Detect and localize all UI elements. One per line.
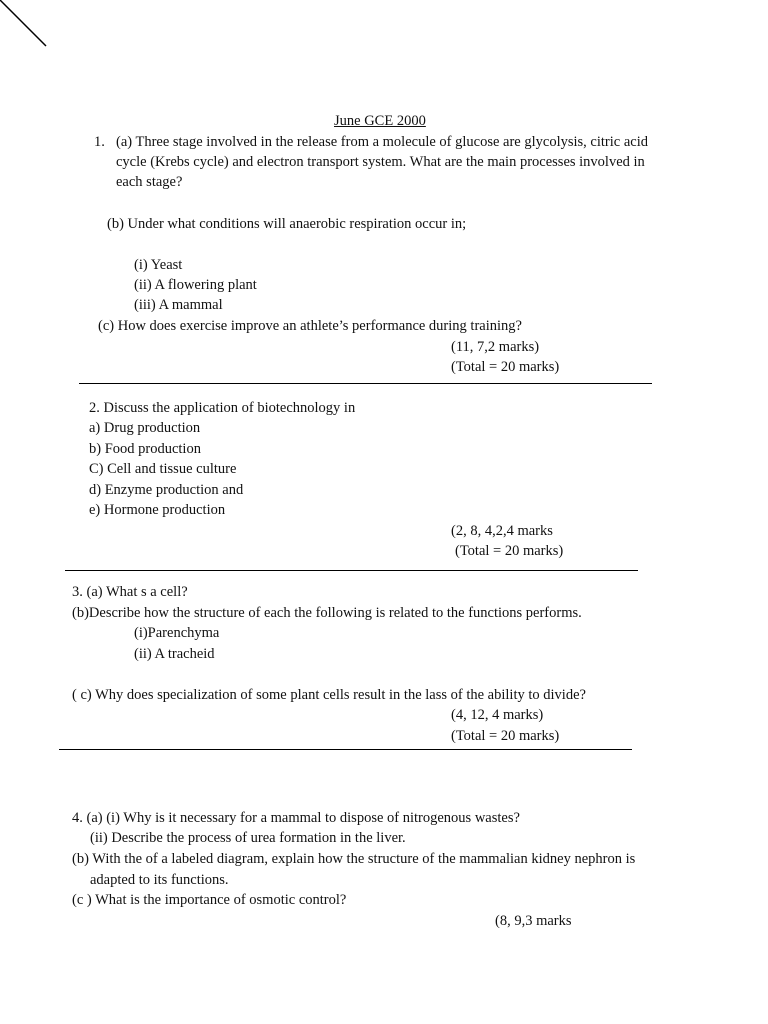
q4-b-line-2: adapted to its functions. (90, 872, 229, 888)
q4-b-line-1: (b) With the of a labeled diagram, explain how the structure of the mammalian kidney nephron is (72, 851, 636, 867)
q2-total: (Total = 20 marks) (455, 543, 564, 559)
q2-marks: (2, 8, 4,2,4 marks (451, 523, 553, 539)
q2-item-cell-culture: C) Cell and tissue culture (89, 461, 237, 477)
q1-a-line-1: (a) Three stage involved in the release from a molecule of glucose are glycolysis, citric acid (116, 134, 648, 150)
q2-item-food: b) Food production (89, 441, 201, 457)
q3-marks: (4, 12, 4 marks) (451, 707, 544, 723)
q3-b-item-parenchyma: (i)Parenchyma (134, 625, 220, 641)
q1-marks: (11, 7,2 marks) (451, 339, 540, 355)
q2-item-drug: a) Drug production (89, 420, 201, 436)
q3-b: (b)Describe how the structure of each the following is related to the functions performs. (72, 605, 582, 621)
q1-a-line-2: cycle (Krebs cycle) and electron transport system. What are the main processes involved in (116, 154, 645, 170)
q1-b-item-mammal: (iii) A mammal (134, 297, 223, 313)
q1-c-question: (c) How does exercise improve an athlete’s performance during training? (98, 318, 522, 334)
divider-2 (65, 570, 638, 571)
q1-b-question: (b) Under what conditions will anaerobic respiration occur in; (107, 216, 467, 232)
page-title: June GCE 2000 (334, 113, 426, 129)
q1-total: (Total = 20 marks) (451, 359, 560, 375)
q4-a-i: 4. (a) (i) Why is it necessary for a mammal to dispose of nitrogenous wastes? (72, 810, 520, 826)
q3-total: (Total = 20 marks) (451, 728, 560, 744)
q2-intro: 2. Discuss the application of biotechnology in (89, 400, 356, 416)
q3-c: ( c) Why does specialization of some plant cells result in the lass of the ability to divide? (72, 687, 586, 703)
corner-slash-line (0, 0, 50, 50)
q2-item-enzyme: d) Enzyme production and (89, 482, 244, 498)
q1-b-item-yeast: (i) Yeast (134, 257, 183, 273)
q1-b-item-plant: (ii) A flowering plant (134, 277, 257, 293)
q4-marks: (8, 9,3 marks (495, 913, 572, 929)
q1-a-line-3: each stage? (116, 174, 183, 190)
q4-a-ii: (ii) Describe the process of urea formation in the liver. (90, 830, 406, 846)
q3-a: 3. (a) What s a cell? (72, 584, 188, 600)
q3-b-item-tracheid: (ii) A tracheid (134, 646, 215, 662)
divider-3 (59, 749, 632, 750)
q1-number: 1. (94, 134, 105, 150)
divider-1 (79, 383, 652, 384)
q2-item-hormone: e) Hormone production (89, 502, 226, 518)
q4-c: (c ) What is the importance of osmotic control? (72, 892, 347, 908)
